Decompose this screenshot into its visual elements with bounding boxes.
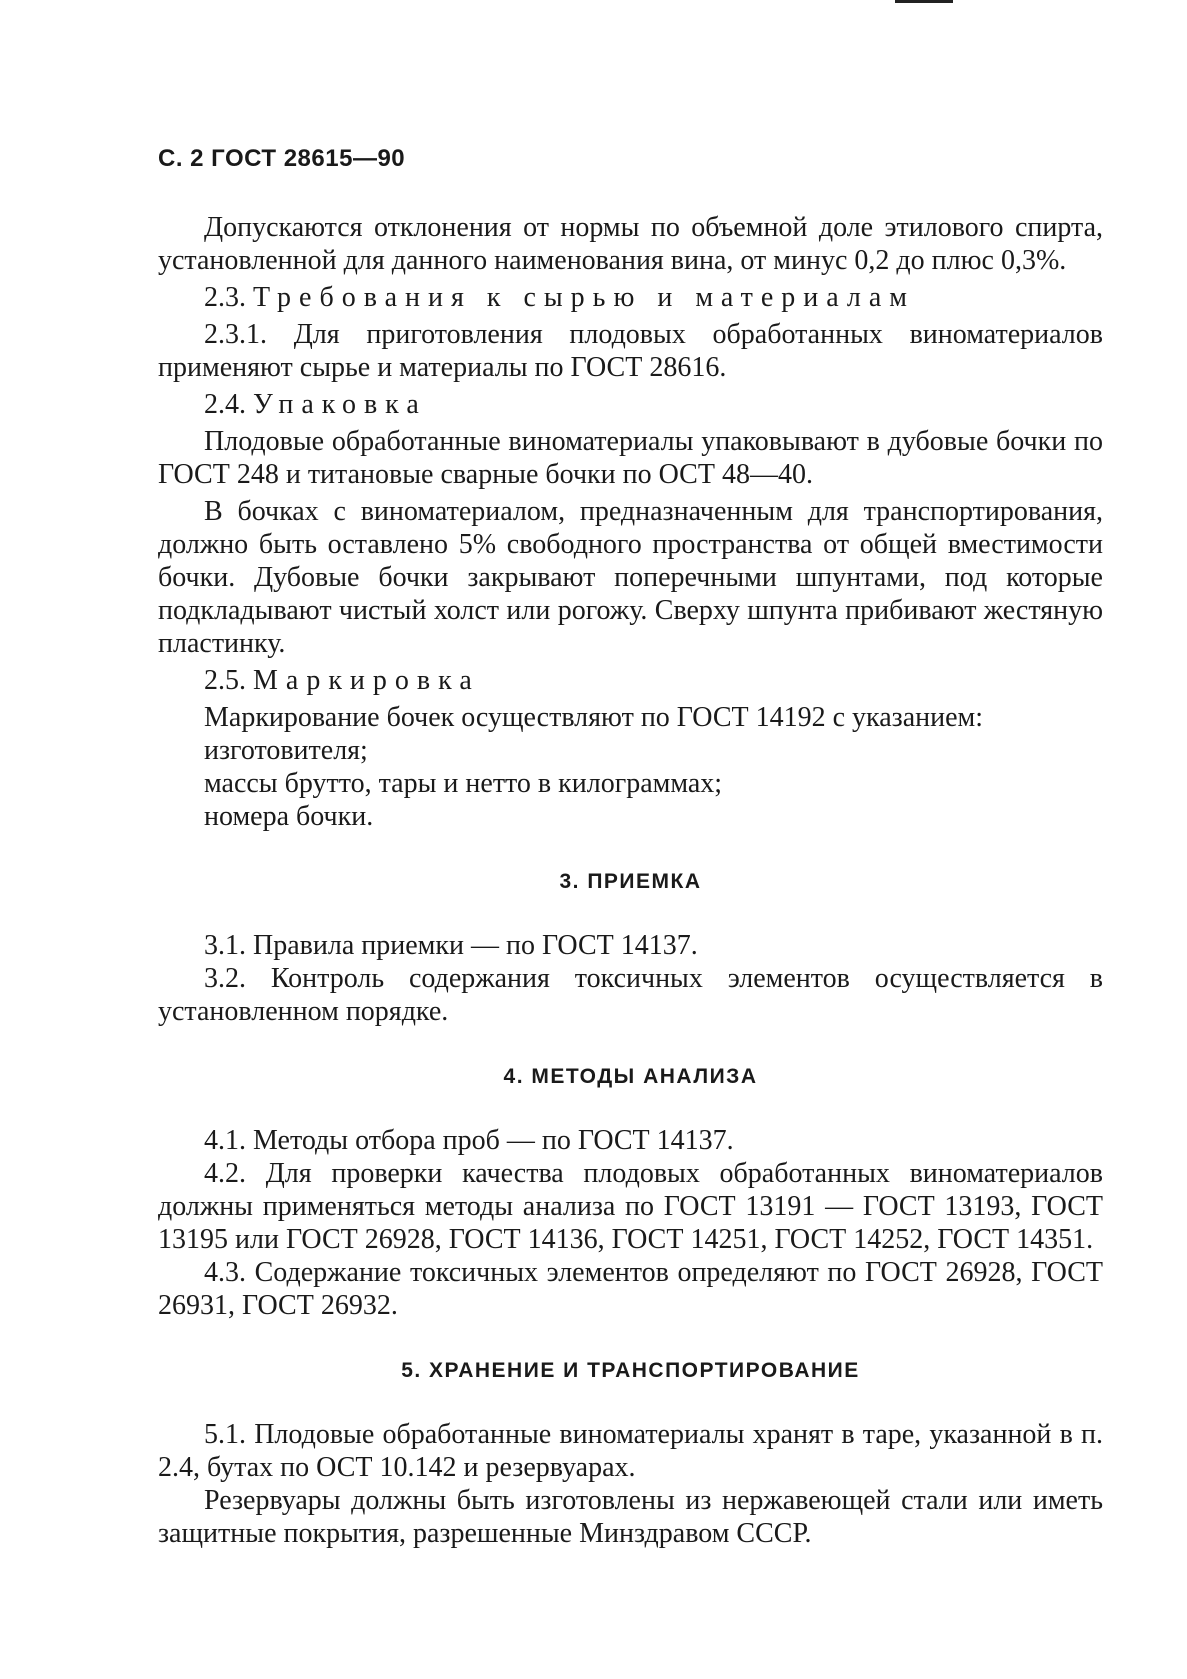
paragraph: Маркирование бочек осуществляют по ГОСТ 14192 с указанием: <box>204 702 984 733</box>
paragraph: В бочках с виноматериалом, предназначенным для транспортирования, должно быть оставлено 5% свободного пространства от общей вместимости бочки. Дубовые бочки закрывают поперечными шпунтами, под которые подкладывают чистый холст или рогожу. Сверху шпунта прибивают жестяную пластинку. <box>158 496 1103 659</box>
subsection-number: 2.5. <box>204 665 246 696</box>
document-page <box>158 145 1103 1550</box>
section-heading-analysis-methods: 4. МЕТОДЫ АНАЛИЗА <box>503 1065 758 1088</box>
list-item: изготовителя; <box>204 735 368 766</box>
list-item: массы брутто, тары и нетто в килограммах; <box>204 768 723 799</box>
subsection-title: Маркировка <box>253 665 480 696</box>
paragraph: 5.1. Плодовые обработанные виноматериалы хранят в таре, указанной в п. 2.4, бутах по ОСТ 10.142 и резервуарах. <box>158 1419 1103 1483</box>
paragraph: 3.1. Правила приемки — по ГОСТ 14137. <box>204 930 698 961</box>
paragraph: Резервуары должны быть изготовлены из нержавеющей стали или иметь защитные покрытия, разрешенные Минздравом СССР. <box>158 1485 1103 1549</box>
paragraph: 4.2. Для проверки качества плодовых обработанных виноматериалов должны применяться методы анализа по ГОСТ 13191 — ГОСТ 13193, ГОСТ 13195 или ГОСТ 26928, ГОСТ 14136, ГОСТ 14251, ГОСТ 14252, ГОСТ 14351. <box>158 1158 1103 1255</box>
subsection-number: 2.4. <box>204 389 246 420</box>
section-heading-acceptance: 3. ПРИЕМКА <box>559 870 702 893</box>
section-heading-storage-transport: 5. ХРАНЕНИЕ И ТРАНСПОРТИРОВАНИЕ <box>401 1359 860 1382</box>
paragraph: Плодовые обработанные виноматериалы упаковывают в дубовые бочки по ГОСТ 248 и титановые сварные бочки по ОСТ 48—40. <box>158 426 1103 490</box>
subsection-heading <box>158 388 1103 421</box>
paragraph: 4.1. Методы отбора проб — по ГОСТ 14137. <box>204 1125 734 1156</box>
paragraph: 2.3.1. Для приготовления плодовых обработанных виноматериалов применяют сырье и материалы по ГОСТ 28616. <box>158 319 1103 383</box>
paragraph: 4.3. Содержание токсичных элементов определяют по ГОСТ 26928, ГОСТ 26931, ГОСТ 26932. <box>158 1257 1103 1321</box>
page-header: С. 2 ГОСТ 28615—90 <box>158 145 406 172</box>
subsection-number: 2.3. <box>204 282 246 313</box>
subsection-heading <box>158 281 1103 314</box>
subsection-title: Упаковка <box>253 389 427 420</box>
list-item: номера бочки. <box>204 801 374 832</box>
paragraph: 3.2. Контроль содержания токсичных элементов осуществляется в установленном порядке. <box>158 963 1103 1027</box>
subsection-title: Требования к сырью и материалам <box>253 282 916 313</box>
paragraph: Допускаются отклонения от нормы по объемной доле этилового спирта, установленной для данного наименования вина, от минус 0,2 до плюс 0,3%. <box>158 212 1103 276</box>
subsection-heading <box>158 664 1103 697</box>
scan-mark <box>895 0 953 3</box>
